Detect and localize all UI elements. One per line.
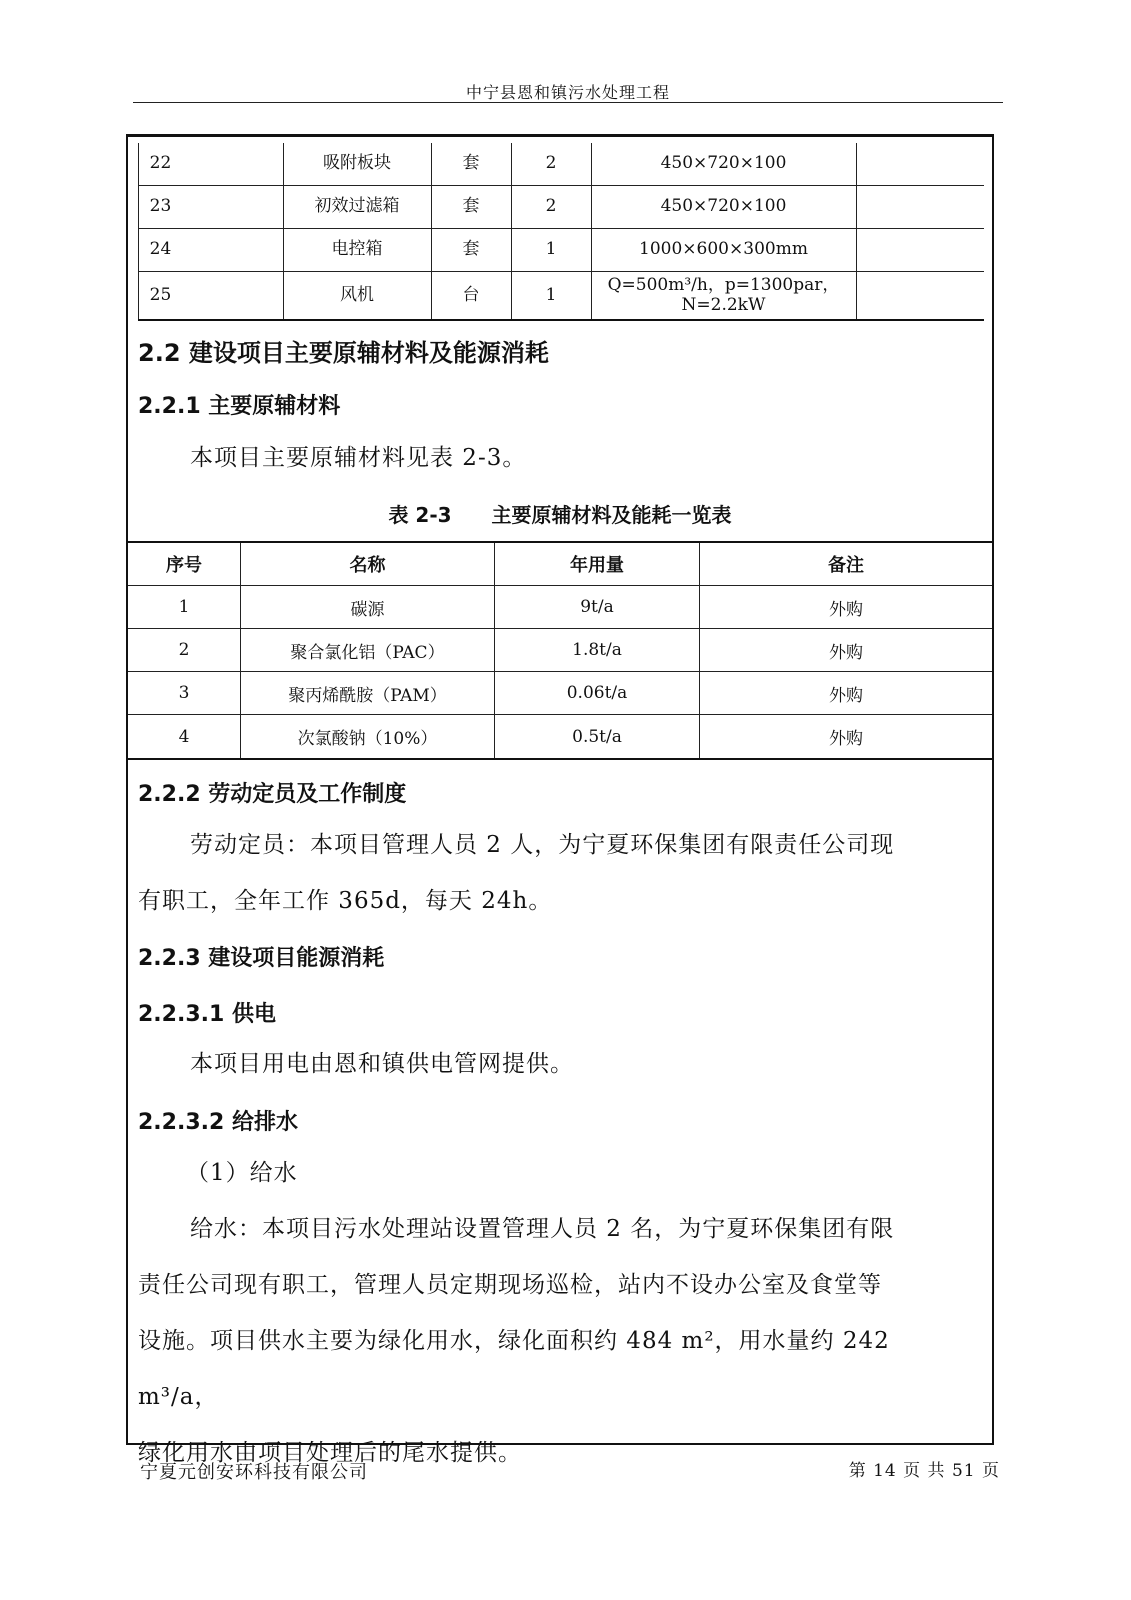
table-row xyxy=(138,143,984,186)
column-header: 备注 xyxy=(828,555,864,576)
table-cell: 外购 xyxy=(829,685,863,706)
equipment-spec: 1000×600×300mm xyxy=(639,239,808,260)
body-line: 劳动定员：本项目管理人员 2 人，为宁夏环保集团有限责任公司现 xyxy=(190,832,895,858)
materials-table xyxy=(128,541,992,760)
table-cell: 4 xyxy=(128,715,241,758)
table-cell: 1 xyxy=(128,586,241,628)
table-cell: 次氯酸钠（10%） xyxy=(241,715,495,758)
equipment-unit: 套 xyxy=(462,239,480,260)
column-header: 名称 xyxy=(241,543,495,585)
table-header-row xyxy=(128,543,992,586)
equipment-qty: 2 xyxy=(545,196,557,217)
page-header-title: 中宁县恩和镇污水处理工程 xyxy=(465,83,670,102)
table-row xyxy=(138,229,984,272)
column-header: 序号 xyxy=(128,543,241,585)
body-subheading: （1）给水 xyxy=(186,1160,298,1186)
table-cell: 0.06t/a xyxy=(495,672,700,714)
body-line: 责任公司现有职工，管理人员定期现场巡检，站内不设办公室及食堂等 xyxy=(138,1272,882,1298)
body-paragraph xyxy=(138,1145,968,1481)
table-row xyxy=(128,715,992,758)
table-row xyxy=(128,672,992,715)
table-caption: 表 2-3 主要原辅材料及能耗一览表 xyxy=(388,503,732,527)
section-heading-2-2-3-1: 2.2.3.1 供电 xyxy=(138,1002,276,1027)
row-number: 23 xyxy=(149,196,172,217)
section-heading-2-2: 2.2 建设项目主要原辅材料及能源消耗 xyxy=(138,339,549,367)
table-row xyxy=(138,186,984,229)
equipment-unit: 台 xyxy=(462,284,480,305)
column-header: 年用量 xyxy=(495,543,700,585)
body-paragraph xyxy=(138,1036,968,1092)
body-line: 本项目主要原辅材料见表 2-3。 xyxy=(190,445,527,471)
table-cell: 外购 xyxy=(829,642,863,663)
table-row xyxy=(128,586,992,629)
section-heading-2-2-3: 2.2.3 建设项目能源消耗 xyxy=(138,946,385,971)
table-cell: 外购 xyxy=(829,599,863,620)
equipment-qty: 2 xyxy=(545,153,557,174)
equipment-unit: 套 xyxy=(462,196,480,217)
table-cell: 9t/a xyxy=(495,586,700,628)
section-heading-2-2-3-2: 2.2.3.2 给排水 xyxy=(138,1110,298,1135)
content-frame xyxy=(126,134,994,1466)
table-cell: 2 xyxy=(128,629,241,671)
equipment-spec: 450×720×100 xyxy=(660,153,787,174)
equipment-name: 风机 xyxy=(340,284,374,305)
table-cell: 聚合氯化铝（PAC） xyxy=(241,629,495,671)
section-heading-2-2-1: 2.2.1 主要原辅材料 xyxy=(138,394,341,419)
table-cell: 碳源 xyxy=(241,586,495,628)
body-line: 本项目用电由恩和镇供电管网提供。 xyxy=(190,1051,574,1077)
equipment-name: 初效过滤箱 xyxy=(314,196,400,217)
body-paragraph xyxy=(138,430,968,486)
body-line: 设施。项目供水主要为绿化用水，绿化面积约 484 m²，用水量约 242 m³/a， xyxy=(138,1328,890,1410)
equipment-spec: 450×720×100 xyxy=(660,196,787,217)
equipment-name: 电控箱 xyxy=(331,239,383,260)
table-cell: 0.5t/a xyxy=(495,715,700,758)
equipment-qty: 1 xyxy=(545,284,557,305)
table-row xyxy=(128,629,992,672)
body-paragraph xyxy=(138,817,968,929)
table-row xyxy=(138,272,984,321)
table-cell: 3 xyxy=(128,672,241,714)
row-number: 24 xyxy=(149,239,172,260)
table-cell: 1.8t/a xyxy=(495,629,700,671)
equipment-spec-line: Q=500m³/h，p=1300par， xyxy=(607,274,840,295)
equipment-spec-line: N=2.2kW xyxy=(681,294,766,315)
table-cell: 外购 xyxy=(829,729,863,749)
section-heading-2-2-2: 2.2.2 劳动定员及工作制度 xyxy=(138,782,407,807)
body-line: 绿化用水由项目处理后的尾水提供。 xyxy=(138,1440,522,1466)
table-cell: 聚丙烯酰胺（PAM） xyxy=(241,672,495,714)
equipment-qty: 1 xyxy=(545,239,557,260)
footer-page-number: 第 14 页 共 51 页 xyxy=(848,1461,1000,1481)
equipment-spec xyxy=(591,272,856,319)
equipment-unit: 套 xyxy=(462,153,480,174)
row-number: 22 xyxy=(149,153,172,174)
header-rule xyxy=(133,102,1003,103)
equipment-name: 吸附板块 xyxy=(323,153,391,174)
body-line: 有职工，全年工作 365d，每天 24h。 xyxy=(138,888,553,914)
footer-company: 宁夏元创安环科技有限公司 xyxy=(140,1462,368,1483)
row-number: 25 xyxy=(149,284,172,305)
body-line: 给水：本项目污水处理站设置管理人员 2 名，为宁夏环保集团有限 xyxy=(190,1216,895,1242)
